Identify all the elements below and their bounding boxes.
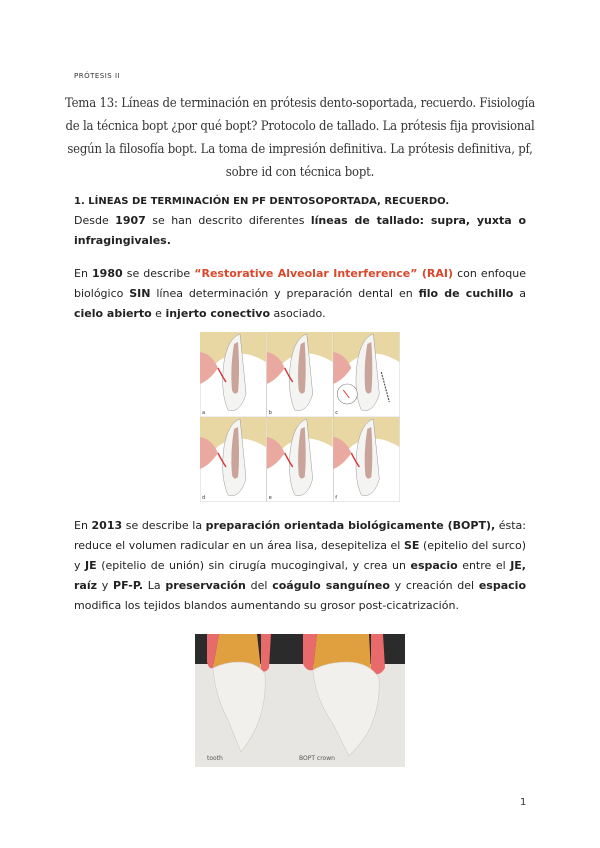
panel-label-a: a: [202, 410, 206, 416]
preparation-diagram-figure: [200, 332, 400, 502]
paragraph-1980: En 1980 se describe “Restorative Alveolar Interference” (RAI) con enfoque biológico SIN línea determinación y preparación dental en filo de cuchillo a cielo abierto e injerto conectivo asociado.: [74, 267, 526, 320]
panel-label-b: b: [268, 410, 272, 416]
paragraph-2013: En 2013 se describe la preparación orientada biológicamente (BOPT), ésta: reduce el volumen radicular en un área lisa, desepiteliza el SE (epitelio del surco) y JE (epitelio de unión) sin cirugía mucogingival, y crea un espacio entre el JE, raíz y PF-P. La preservación del coágulo sanguíneo y creación del espacio modifica los tejidos blandos aumentando su grosor post-cicatrización.: [74, 519, 527, 612]
panel-label-c: c: [335, 410, 339, 416]
paragraph-1907: Desde 1907 se han descrito diferentes líneas de tallado: supra, yuxta o infragingivales.: [74, 214, 527, 247]
panel-label-e: e: [268, 495, 272, 501]
panel-label-f: f: [335, 495, 338, 501]
page-title: Tema 13: Líneas de terminación en prótesis dento-soportada, recuerdo. Fisiología de la técnica bopt ¿por qué bopt? Protocolo de tallado. La prótesis fija provisional según la filosofía bopt. La toma de impresión definitiva. La prótesis definitiva, pf, sobre id con técnica bopt.: [65, 96, 535, 180]
figure2-label-tooth: tooth: [207, 755, 223, 762]
panel-label-d: d: [202, 495, 206, 501]
course-label: PRÓTESIS II: [74, 72, 121, 80]
section-heading: 1. LÍNEAS DE TERMINACIÓN EN PF DENTOSOPORTADA, RECUERDO.: [74, 196, 450, 207]
bopt-crown-comparison-figure: [195, 634, 405, 767]
page-number: 1: [520, 797, 527, 808]
figure2-label-bopt-crown: BOPT crown: [299, 755, 335, 762]
